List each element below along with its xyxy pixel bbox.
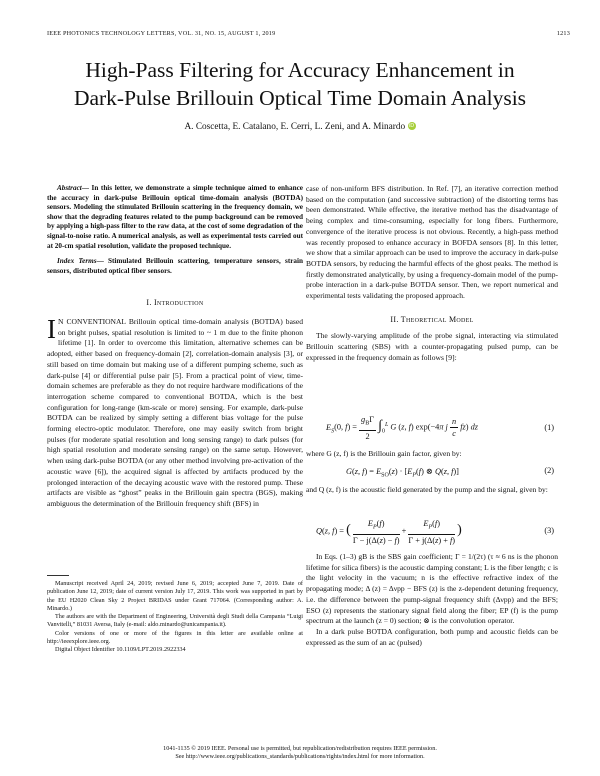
equation-3-number: (3) xyxy=(544,526,554,535)
model-paragraph: The slowly-varying amplitude of the probe signal, interacting via stimulated Brillouin scattering (SBS) with a counter-propagating pulsed pump, can be expressed in the frequency domain as follows [9]: xyxy=(306,331,558,362)
right-column-top xyxy=(306,184,558,364)
index-terms-text: — Stimulated Brillouin scattering, temperature sensors, strain sensors, distributed optical fiber sensors. xyxy=(47,257,303,275)
and-q-text: and Q (z, f) is the acoustic field generated by the pump and the signal, given by: xyxy=(306,485,548,494)
journal-header: IEEE PHOTONICS TECHNOLOGY LETTERS, VOL. 31, NO. 15, AUGUST 1, 2019 xyxy=(47,30,276,37)
where-g-line xyxy=(306,449,558,460)
orcid-icon[interactable]: iD xyxy=(408,123,415,129)
equation-2-number: (2) xyxy=(544,466,554,475)
left-column xyxy=(47,184,303,510)
abstract-text: — In this letter, we demonstrate a simple technique aimed to enhance the accuracy in dark-pulse Brillouin optical time-domain analysis (BOTDA) sensors. Modeling the stimulated Brillouin scattering in the frequency domain, we show that the degrading features related to the pump background can be removed by applying a high-pass filter to the raw data, at the cost of some degradation of the signal-to-noise ratio. A numerical analysis, as well as experimental tests carried out at 20-cm spatial resolution, validate the proposed technique. xyxy=(47,184,303,250)
footnote-color: Color versions of one or more of the figures in this letter are available online at http://ieeexplore.ieee.org. xyxy=(47,629,303,646)
equation-3: Q(z, f) = ( $\frac{E_P(f)}{\Gamma - j(\Delta(z) - f)}$ + $\frac{E_P(f)}{\Gamma + j(\Delta(z) + f)}$ ) (3) xyxy=(316,519,554,545)
footnote-doi: Digital Object Identifier 10.1109/LPT.2019.2922334 xyxy=(55,646,186,654)
authors xyxy=(20,122,580,132)
abstract xyxy=(47,184,303,251)
abstract-lead: Abstract xyxy=(57,184,82,192)
footnotes xyxy=(47,580,303,655)
right-intro-paragraph: case of non-uniform BFS distribution. In Ref. [7], an iterative correction method based on the computation (and successive subtraction) of the distorting terms has been demonstrated. While effective, the iterative method has the disadvantage of being complex and time-consuming, especially for long fibers. Furthermore, convergence of the iterative process is not obvious. Recently, a high-pass method was recently proposed to enhance accuracy in BOFDA sensors [8]. In this letter, we show that a similar approach can be used to improve the accuracy in dark-pulse BOTDA sensors, by reducing the harmful effects of the ghost peaks. The method is firstly demonstrated analytically, by using a frequency-domain model of the pump-probe interaction in a dark-pulse BOTDA sensor. Then, we report numerical and experimental tests validating the proposed approach. xyxy=(306,184,558,301)
dark-pulse-paragraph: In a dark pulse BOTDA configuration, both pump and acoustic fields can be expressed as the sum of an ac (pulsed) xyxy=(306,626,558,647)
right-column-bottom xyxy=(306,552,558,648)
dropcap: I xyxy=(47,314,56,345)
author-list: A. Coscetta, E. Catalano, E. Cerri, L. Zeni, and A. Minardo xyxy=(184,122,406,132)
footnote-rule xyxy=(47,575,69,576)
and-q-line xyxy=(306,485,558,496)
section-introduction-heading: I. Introduction xyxy=(146,298,204,308)
intro-paragraph xyxy=(47,314,303,510)
intro-text: N CONVENTIONAL Brillouin optical time-domain analysis (BOTDA) based on bright pulses, spatial resolution is limited to ~ 1 m due to the finite phonon lifetime [1]. In order to overcome this limitation, alternative schemes can be adopted, either based on frequency-domain [2], correlation-domain analysis [3], or still based on time domain but making use of a different pumping scheme, such as dark-pulse [4] or differential pulse pair [5]. From a practical point of view, time-domain schemes are preferable as they do not require hardware modifications of the interrogation scheme compared to conventional BOTDA, which is the best configuration for long-range (km-scale or more) sensing. For example, dark-pulse BOTDA can be realized by simply setting a different bias voltage for the pulse forming electro-optic modulator. Therefore, one may easily switch from bright pulses (for moderate spatial resolution and long sensing range) to dark pulses (for high spatial resolution and moderate sensing range) on the same setup. However, when using dark-pulse BOTDA (or any other method involving pre-activation of the acoustic wave [6]), the acquired signal is affected by artifacts produced by the prolonged interaction of the decaying acoustic wave with the restored pump. These artifacts are visible as “ghost” peaks in the Brillouin gain spectra (BGS), making ambiguous the determination of the Brillouin frequency shift (BFS) in xyxy=(47,317,303,508)
section-model-heading: II. Theoretical Model xyxy=(390,314,474,324)
copyright-line-2: See http://www.ieee.org/publications_standards/publications/rights/index.html for more information. xyxy=(175,753,425,761)
paper-title xyxy=(20,56,580,112)
symbols-paragraph: In Eqs. (1–3) gB is the SBS gain coefficient; Γ = 1/(2τ) (τ ≈ 6 ns is the phonon lifetime for silica fibers) is the acoustic damping constant; L is the fiber length; c is the light velocity in the vacuum; n is the effective refractive index of the propagating mode; Δ (z) = Δνpp − BFS (z) is the z-dependent detuning frequency, i.e. the difference between the pump-signal frequency shift (Δνpp) and the BFS; ESO (z) represents the stationary signal field along the fiber; EP (f) is the pump spectrum at the launch (z = 0) section; ⊗ is the convolution operator. xyxy=(306,552,558,626)
footnote-affiliation: The authors are with the Department of Engineering, Università degli Studi della Campania “Luigi Vanvitelli,” 81031 Aversa, Italy (e-mail: aldo.minardo@unicampania.it). xyxy=(47,613,303,629)
equation-1-number: (1) xyxy=(544,423,554,432)
equation-2: G(z, $f) = E_{SO}(z) \cdot [E_P(f)$ ⊗ Q(z, f)] (2) xyxy=(346,466,554,479)
equation-1: $E_S(0$, f) = $\frac{g_B\Gamma}{2}$ $\int_0^L$ G (z, f) exp(−4π j $\frac{n}{c}$ fz) dz (1) xyxy=(326,415,554,441)
index-terms xyxy=(47,257,303,276)
index-terms-lead: Index Terms xyxy=(57,257,97,266)
title-line-1: High-Pass Filtering for Accuracy Enhancement in xyxy=(85,58,515,82)
footnote-received: Manuscript received April 24, 2019; revised June 6, 2019; accepted June 7, 2019. Date of publication June 12, 2019; date of current version July 17, 2019. This work was supported in part by the EU H2020 Clean Sky 2 Project BRIDAS under Grant 717064. (Corresponding author: A. Minardo.) xyxy=(47,580,303,612)
title-line-2: Dark-Pulse Brillouin Optical Time Domain Analysis xyxy=(73,86,527,110)
where-g-text: where G (z, f) is the Brillouin gain factor, given by: xyxy=(306,449,462,458)
copyright-footer xyxy=(20,745,580,762)
page-number: 1213 xyxy=(556,30,570,37)
copyright-line-1: 1041-1135 © 2019 IEEE. Personal use is permitted, but republication/redistribution requires IEEE permission. xyxy=(163,745,437,752)
